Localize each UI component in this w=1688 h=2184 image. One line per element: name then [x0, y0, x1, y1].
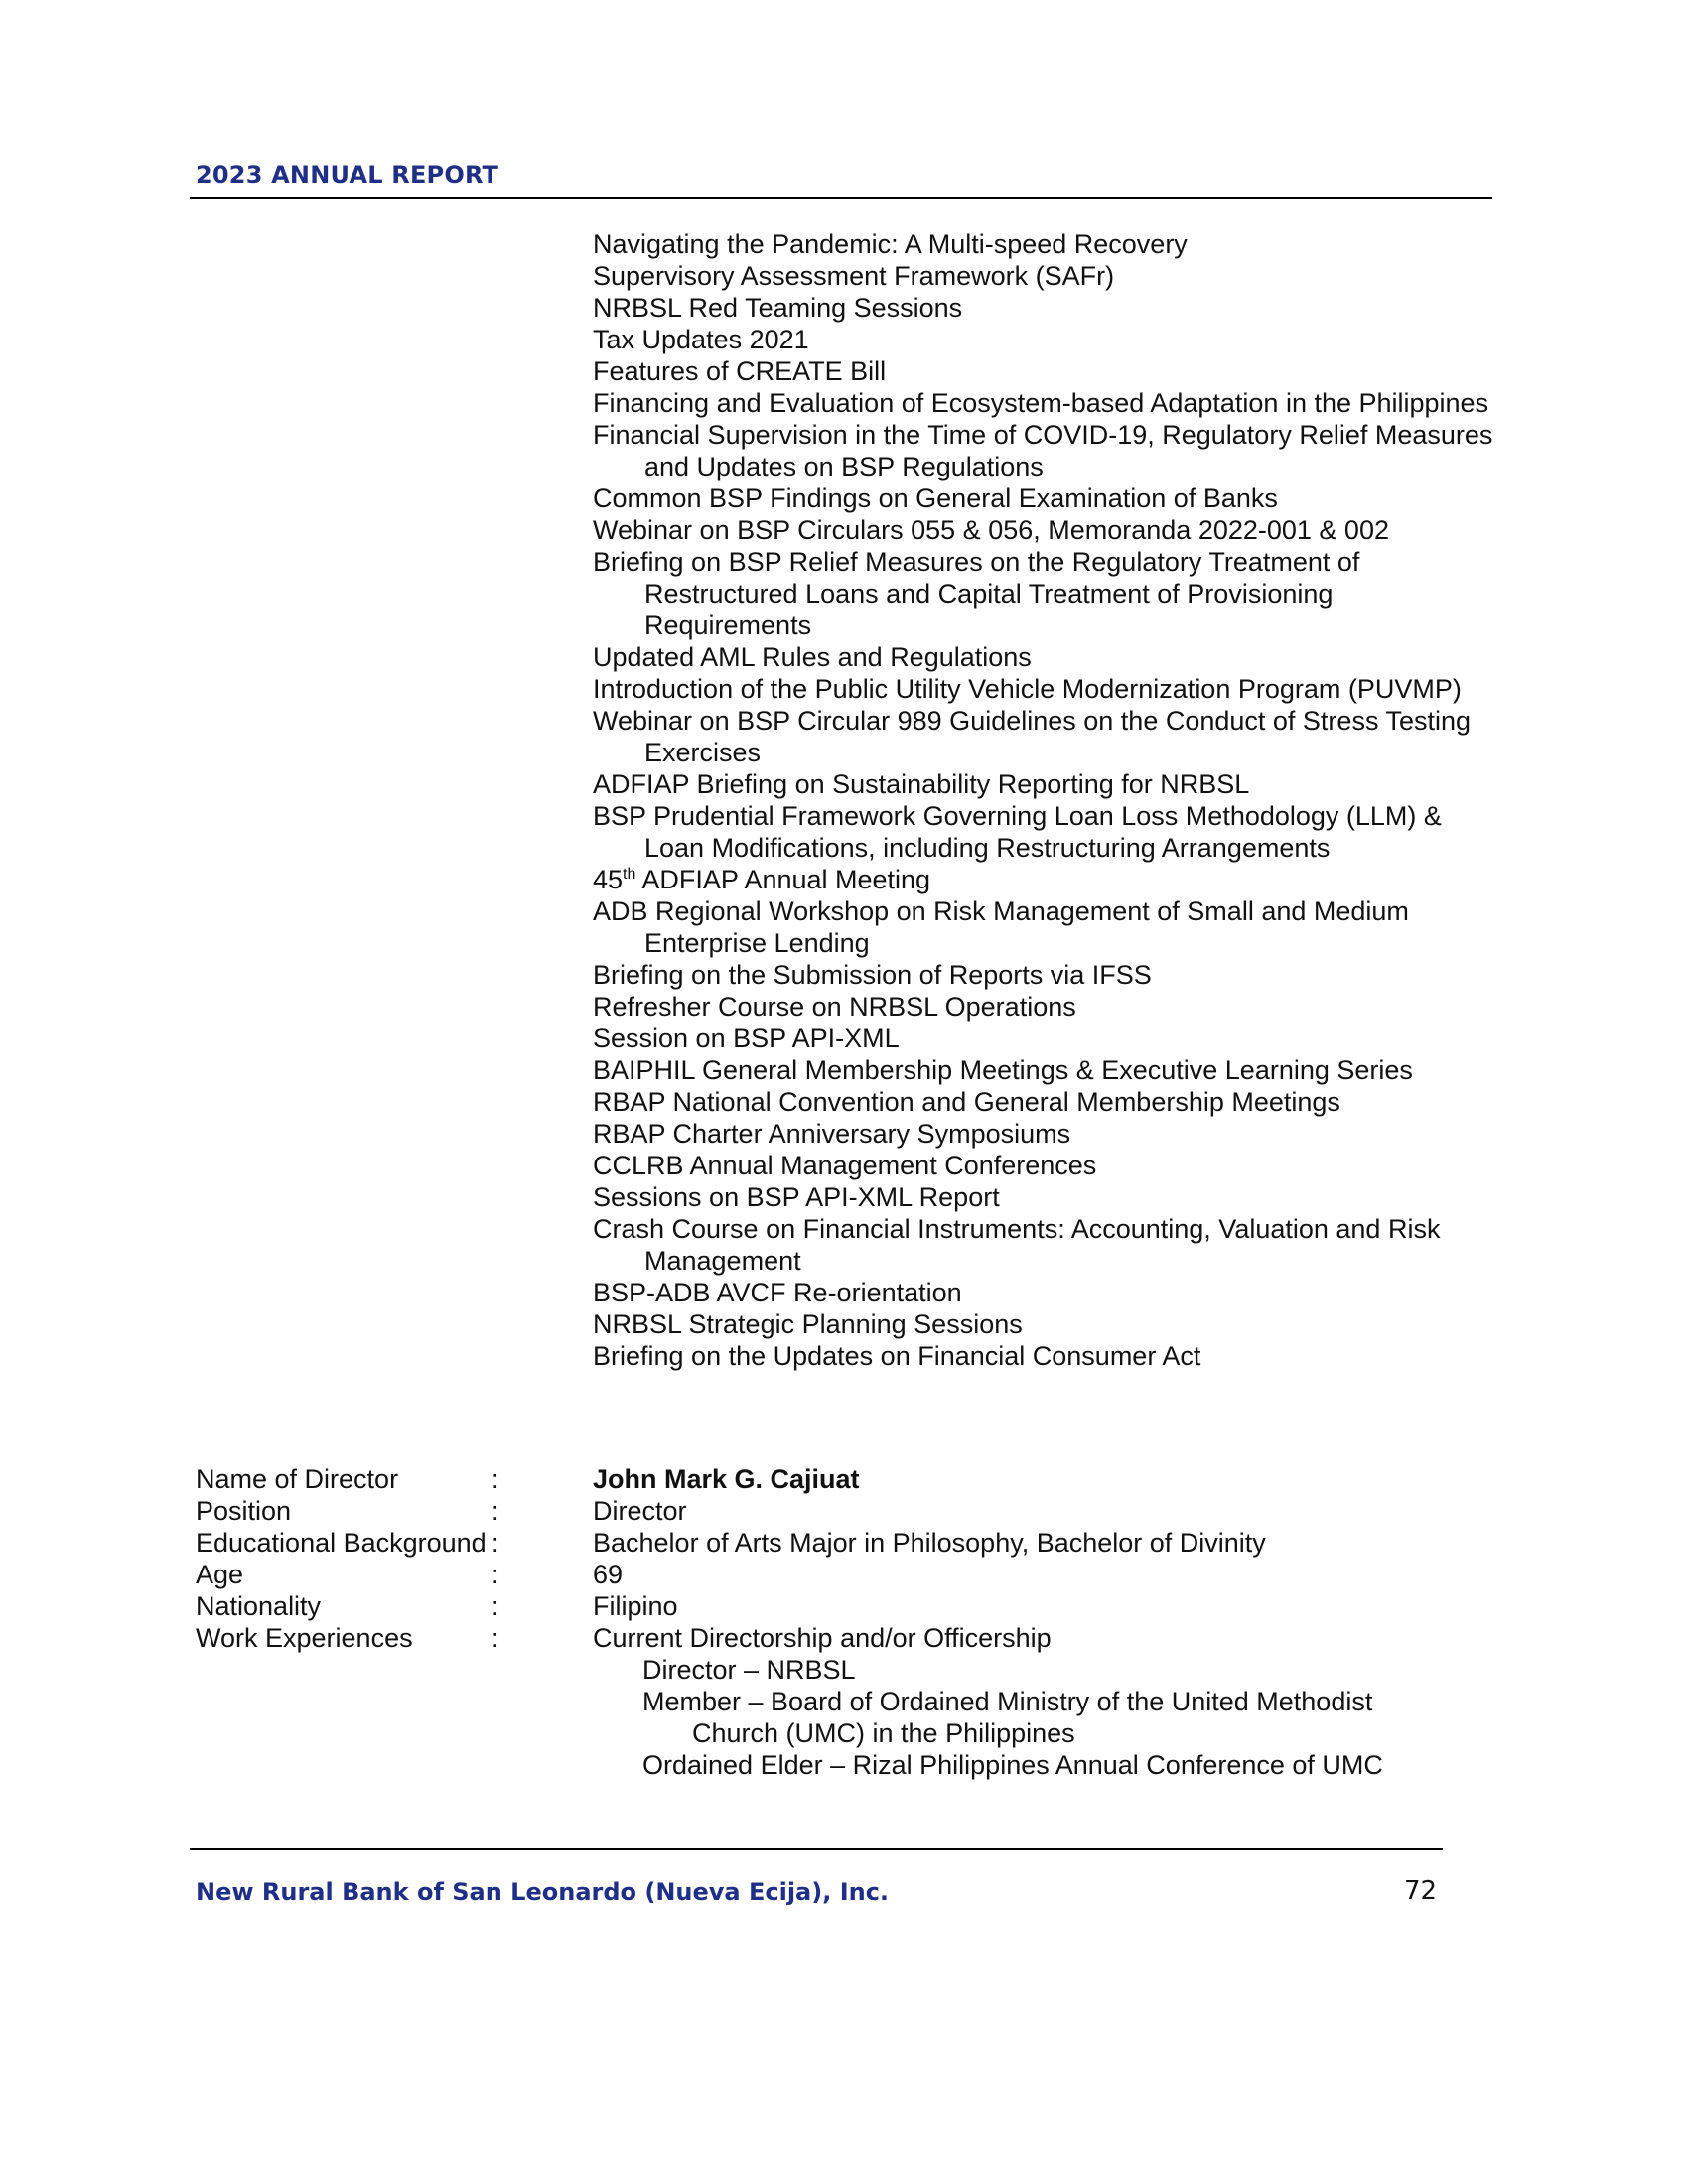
- work-item: Ordained Elder – Rizal Philippines Annual Conference of UMC: [642, 1750, 1383, 1780]
- seminar-item: Session on BSP API-XML: [593, 1024, 900, 1053]
- director-age: 69: [593, 1560, 624, 1589]
- seminar-item: Briefing on the Submission of Reports via IFSS: [593, 960, 1152, 990]
- seminar-item: Financing and Evaluation of Ecosystem-based Adaptation in the Philippines: [593, 388, 1489, 418]
- director-work-row: [196, 1622, 1506, 1654]
- footer-bank-name: New Rural Bank of San Leonardo (Nueva Ecija), Inc.: [196, 1878, 890, 1906]
- page-number: 72: [1404, 1876, 1438, 1906]
- adfiap-meeting-title: ADFIAP Annual Meeting: [635, 865, 931, 894]
- director-age-label: Age: [196, 1560, 244, 1589]
- director-nationality-row: [196, 1590, 1506, 1622]
- director-name-label: Name of Director: [196, 1464, 399, 1494]
- seminar-item: Webinar on BSP Circulars 055 & 056, Memoranda 2022-001 & 002: [593, 515, 1389, 545]
- seminar-item: Navigating the Pandemic: A Multi-speed Recovery: [593, 229, 1188, 259]
- label-colon: :: [492, 1528, 499, 1558]
- seminar-item: Common BSP Findings on General Examination of Banks: [593, 483, 1278, 513]
- seminar-item: ADFIAP Briefing on Sustainability Reporting for NRBSL: [593, 769, 1250, 799]
- seminar-item: Briefing on BSP Relief Measures on the Regulatory Treatment of Restructured Loans and Capital Treatment of Provisioning Requirements: [593, 547, 1360, 640]
- seminar-item: Crash Course on Financial Instruments: Accounting, Valuation and Risk Management: [593, 1214, 1441, 1276]
- director-nationality: Filipino: [593, 1591, 678, 1621]
- seminar-item: NRBSL Strategic Planning Sessions: [593, 1309, 1023, 1339]
- seminar-item: Webinar on BSP Circular 989 Guidelines on the Conduct of Stress Testing Exercises: [593, 706, 1471, 767]
- seminar-list: [593, 228, 1506, 1372]
- seminar-item: Introduction of the Public Utility Vehicle Modernization Program (PUVMP): [593, 674, 1462, 704]
- work-item-continuation: Church (UMC) in the Philippines: [692, 1718, 1075, 1748]
- director-position-row: [196, 1495, 1506, 1527]
- director-name: John Mark G. Cajiuat: [593, 1464, 860, 1494]
- adfiap-meeting-suffix: th: [623, 866, 636, 883]
- label-colon: :: [492, 1464, 499, 1494]
- seminar-item: CCLRB Annual Management Conferences: [593, 1151, 1097, 1180]
- director-position: Director: [593, 1496, 687, 1526]
- seminar-item: Features of CREATE Bill: [593, 356, 887, 386]
- seminar-item: RBAP Charter Anniversary Symposiums: [593, 1119, 1071, 1149]
- seminar-item: Supervisory Assessment Framework (SAFr): [593, 261, 1115, 291]
- director-profile: [196, 1463, 1506, 1780]
- director-position-label: Position: [196, 1496, 292, 1526]
- director-education-label: Educational Background: [196, 1528, 487, 1558]
- footer-divider: [190, 1848, 1443, 1850]
- seminar-item: Refresher Course on NRBSL Operations: [593, 992, 1076, 1022]
- label-colon: :: [492, 1623, 499, 1653]
- seminar-item: BAIPHIL General Membership Meetings & Executive Learning Series: [593, 1055, 1413, 1085]
- label-colon: :: [492, 1591, 499, 1621]
- director-name-row: [196, 1463, 1506, 1495]
- adfiap-meeting-number: 45: [593, 865, 624, 894]
- seminar-item: NRBSL Red Teaming Sessions: [593, 293, 963, 323]
- director-nationality-label: Nationality: [196, 1591, 322, 1621]
- seminar-item: Updated AML Rules and Regulations: [593, 642, 1032, 672]
- label-colon: :: [492, 1560, 499, 1589]
- seminar-item: Tax Updates 2021: [593, 325, 809, 354]
- label-colon: :: [492, 1496, 499, 1526]
- director-age-row: [196, 1559, 1506, 1590]
- seminar-item: Financial Supervision in the Time of COVID-19, Regulatory Relief Measures and Updates on BSP Regulations: [593, 420, 1493, 481]
- seminar-item-adfiap-meeting: [593, 864, 1506, 895]
- seminar-item: RBAP National Convention and General Membership Meetings: [593, 1087, 1340, 1117]
- director-work-label: Work Experiences: [196, 1623, 413, 1653]
- director-work-heading: Current Directorship and/or Officership: [593, 1623, 1052, 1653]
- director-work-list: [593, 1654, 1383, 1781]
- seminar-item: Sessions on BSP API-XML Report: [593, 1182, 1000, 1212]
- seminar-item: ADB Regional Workshop on Risk Management of Small and Medium Enterprise Lending: [593, 896, 1409, 958]
- seminar-item: BSP-ADB AVCF Re-orientation: [593, 1278, 962, 1307]
- report-header-title: 2023 ANNUAL REPORT: [196, 161, 499, 189]
- seminar-item: BSP Prudential Framework Governing Loan Loss Methodology (LLM) & Loan Modifications, including Restructuring Arrangements: [593, 801, 1442, 863]
- seminar-item: Briefing on the Updates on Financial Consumer Act: [593, 1341, 1201, 1371]
- header-divider: [190, 197, 1492, 199]
- work-item: Director – NRBSL: [642, 1655, 856, 1685]
- director-education-row: [196, 1527, 1506, 1559]
- director-education: Bachelor of Arts Major in Philosophy, Bachelor of Divinity: [593, 1528, 1266, 1558]
- work-item: Member – Board of Ordained Ministry of the United Methodist: [642, 1687, 1373, 1716]
